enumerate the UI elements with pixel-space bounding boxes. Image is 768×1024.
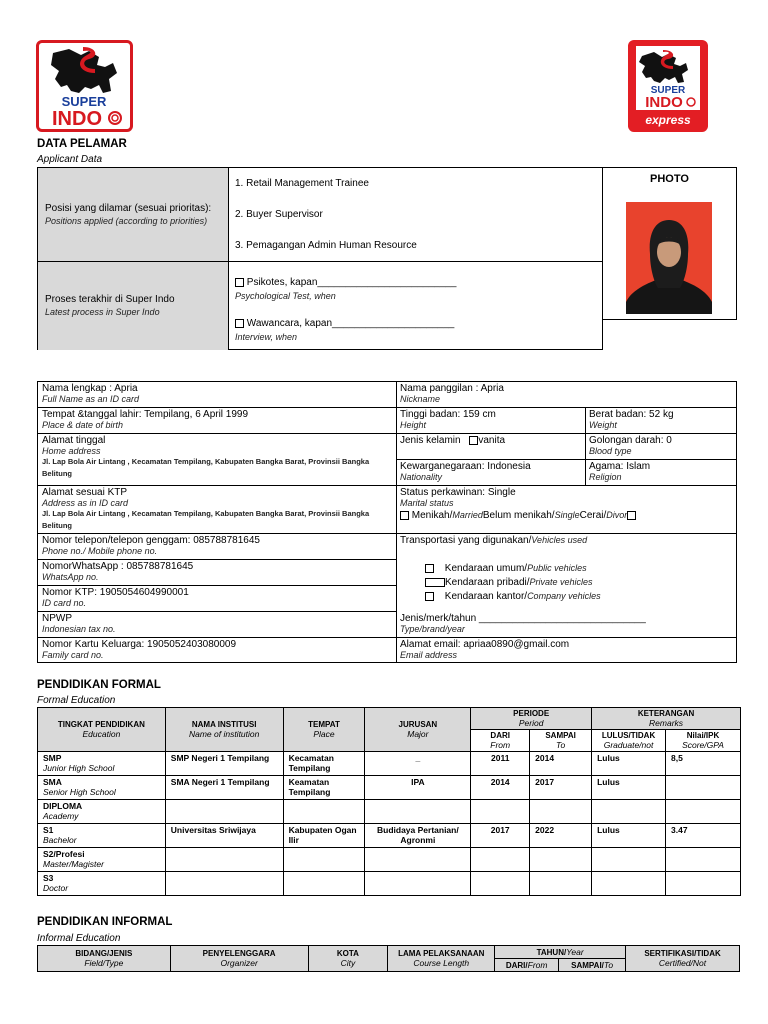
religion: Agama: Islam Religion bbox=[589, 461, 651, 482]
formal-cell-graduate bbox=[592, 872, 666, 896]
nickname: Nama panggilan : Apria Nickname bbox=[400, 383, 504, 404]
public-vehicle-checkbox[interactable] bbox=[425, 564, 434, 573]
nationality: Kewarganegaraan: Indonesia Nationality bbox=[400, 461, 531, 482]
formal-title: PENDIDIKAN FORMAL bbox=[37, 679, 161, 691]
company-vehicle-checkbox[interactable] bbox=[425, 592, 434, 601]
whatsapp: NomorWhatsApp : 085788781645 WhatsApp no. bbox=[42, 561, 194, 582]
informal-header-length: LAMA PELAKSANAAN Course Length bbox=[388, 946, 495, 972]
wawancara-checkbox[interactable] bbox=[235, 319, 244, 328]
informal-header-year: TAHUN/Year bbox=[495, 946, 626, 959]
npwp: NPWP Indonesian tax no. bbox=[42, 613, 116, 634]
email: Alamat email: apriaa0890@gmail.com Email address bbox=[400, 639, 570, 660]
height: Tinggi badan: 159 cm Height bbox=[400, 409, 496, 430]
psikotes-option[interactable]: Psikotes, kapan_________________________ bbox=[235, 277, 456, 288]
formal-cell-institution bbox=[165, 800, 283, 824]
formal-cell-place bbox=[283, 848, 365, 872]
informal-header-cert: SERTIFIKASI/TIDAK Certified/Not bbox=[626, 946, 740, 972]
formal-cell-major: _ bbox=[365, 752, 471, 776]
formal-cell-level: SMP Junior High School bbox=[38, 752, 166, 776]
wawancara-option[interactable]: Wawancara, kapan______________________ bbox=[235, 318, 454, 329]
family-card: Nomor Kartu Keluarga: 1905052403080009 Family card no. bbox=[42, 639, 237, 660]
formal-cell-level: SMA Senior High School bbox=[38, 776, 166, 800]
svg-text:INDO: INDO bbox=[645, 94, 683, 111]
vehicle-type: Jenis/merk/tahun ______________________________ Type/brand/year bbox=[400, 613, 646, 634]
header-from: DARI From bbox=[471, 730, 530, 752]
lion-logo-icon bbox=[39, 43, 130, 129]
formal-cell-level: S2/Profesi Master/Magister bbox=[38, 848, 166, 872]
company-vehicle-option[interactable]: Kendaraan kantor/Company vehicles bbox=[421, 590, 605, 603]
svg-text:INDO: INDO bbox=[52, 108, 102, 129]
applicant-subtitle: Applicant Data bbox=[37, 154, 103, 165]
married-checkbox[interactable] bbox=[400, 511, 409, 520]
formal-row bbox=[38, 824, 741, 848]
formal-cell-from bbox=[471, 872, 530, 896]
private-vehicle-option[interactable]: Kendaraan pribadi/Private vehicles bbox=[421, 576, 597, 589]
header-level: TINGKAT PENDIDIKAN Education bbox=[38, 708, 166, 752]
formal-cell-institution bbox=[165, 848, 283, 872]
birth: Tempat &tanggal lahir: Tempilang, 6 April 1999 Place & date of birth bbox=[42, 409, 249, 430]
process-label-en: Latest process in Super Indo bbox=[45, 307, 160, 317]
formal-cell-to bbox=[530, 872, 592, 896]
formal-cell-to: 2022 bbox=[530, 824, 592, 848]
informal-header-from: DARI/From bbox=[495, 959, 559, 972]
super-indo-express-logo bbox=[628, 40, 708, 132]
header-graduate: LULUS/TIDAK Graduate/not bbox=[592, 730, 666, 752]
positions-label-en: Positions applied (according to priorities) bbox=[45, 216, 208, 226]
process-label: Proses terakhir di Super Indo bbox=[45, 294, 175, 305]
formal-cell-place bbox=[283, 800, 365, 824]
formal-subtitle: Formal Education bbox=[37, 695, 116, 706]
header-score: Nilai/IPK Score/GPA bbox=[666, 730, 741, 752]
formal-row bbox=[38, 800, 741, 824]
psikotes-en: Psychological Test, when bbox=[235, 291, 336, 301]
formal-cell-institution: Universitas Sriwijaya bbox=[165, 824, 283, 848]
formal-cell-from: 2011 bbox=[471, 752, 530, 776]
formal-cell-institution: SMA Negeri 1 Tempilang bbox=[165, 776, 283, 800]
formal-cell-place bbox=[283, 872, 365, 896]
applicant-title: DATA PELAMAR bbox=[37, 138, 127, 150]
ktp-address: Alamat sesuai KTP Address as in ID card Jl. Lap Bola Air Lintang , Kecamatan Tempilang, Kabupaten Bangka Barat, Provinsii Bangka Belitung bbox=[42, 487, 370, 530]
formal-cell-graduate bbox=[592, 800, 666, 824]
formal-row bbox=[38, 776, 741, 800]
svg-text:SUPER: SUPER bbox=[61, 94, 107, 109]
formal-cell-place: Kecamatan Tempilang bbox=[283, 752, 365, 776]
super-indo-logo bbox=[36, 40, 133, 132]
formal-cell-institution: SMP Negeri 1 Tempilang bbox=[165, 752, 283, 776]
formal-cell-from: 2017 bbox=[471, 824, 530, 848]
marital-status: Status perkawinan: Single Marital status Menikah/MarriedBelum menikah/SingleCerai/Divor bbox=[396, 486, 736, 522]
header-place: TEMPAT Place bbox=[283, 708, 365, 752]
formal-cell-major bbox=[365, 848, 471, 872]
formal-cell-score: 8,5 bbox=[666, 752, 741, 776]
home-address: Alamat tinggal Home address Jl. Lap Bola Air Lintang , Kecamatan Tempilang, Kabupaten Bangka Barat, Provinsii Bangka Belitung bbox=[42, 435, 370, 478]
formal-cell-score bbox=[666, 872, 741, 896]
informal-header-field: BIDANG/JENIS Field/Type bbox=[38, 946, 171, 972]
transport-label: Transportasi yang digunakan/Vehicles used bbox=[400, 535, 588, 546]
divorced-checkbox[interactable] bbox=[627, 511, 636, 520]
formal-cell-graduate: Lulus bbox=[592, 776, 666, 800]
formal-education-table bbox=[37, 707, 741, 896]
applicant-table bbox=[37, 167, 603, 350]
formal-cell-institution bbox=[165, 872, 283, 896]
formal-cell-level: DIPLOMA Academy bbox=[38, 800, 166, 824]
lion-express-logo-icon bbox=[628, 40, 708, 132]
formal-cell-major bbox=[365, 872, 471, 896]
ktp-number: Nomor KTP: 1905054604990001 ID card no. bbox=[42, 587, 189, 608]
formal-cell-to bbox=[530, 848, 592, 872]
gender: Jenis kelamin vanita bbox=[400, 435, 506, 446]
position-3: 3. Pemagangan Admin Human Resource bbox=[235, 240, 417, 251]
formal-cell-place: Kabupaten Ogan Ilir bbox=[283, 824, 365, 848]
full-name: Nama lengkap : Apria Full Name as an ID card bbox=[42, 383, 140, 404]
phone: Nomor telepon/telepon genggam: 085788781645 Phone no./ Mobile phone no. bbox=[42, 535, 260, 556]
applicant-photo bbox=[626, 202, 712, 314]
header-major: JURUSAN Major bbox=[365, 708, 471, 752]
formal-cell-to bbox=[530, 800, 592, 824]
public-vehicle-option[interactable]: Kendaraan umum/Public vehicles bbox=[421, 562, 591, 575]
positions-label: Posisi yang dilamar (sesuai prioritas): bbox=[45, 203, 212, 214]
formal-cell-graduate bbox=[592, 848, 666, 872]
formal-cell-level: S3 Doctor bbox=[38, 872, 166, 896]
formal-cell-graduate: Lulus bbox=[592, 824, 666, 848]
psikotes-checkbox[interactable] bbox=[235, 278, 244, 287]
formal-row bbox=[38, 752, 741, 776]
formal-cell-score: 3.47 bbox=[666, 824, 741, 848]
photo-label: PHOTO bbox=[650, 173, 689, 185]
positions-label-cell bbox=[38, 168, 229, 262]
informal-education-table bbox=[37, 945, 740, 972]
wawancara-en: Interview, when bbox=[235, 332, 298, 342]
header-institution: NAMA INSTITUSI Name of institution bbox=[165, 708, 283, 752]
informal-header-organizer: PENYELENGGARA Organizer bbox=[170, 946, 308, 972]
private-vehicle-checkbox[interactable] bbox=[425, 578, 445, 587]
svg-text:express: express bbox=[645, 113, 691, 127]
formal-cell-graduate: Lulus bbox=[592, 752, 666, 776]
process-label-cell bbox=[38, 262, 229, 350]
formal-cell-from: 2014 bbox=[471, 776, 530, 800]
informal-title: PENDIDIKAN INFORMAL bbox=[37, 916, 173, 928]
informal-header-city: KOTA City bbox=[308, 946, 388, 972]
formal-cell-from bbox=[471, 848, 530, 872]
formal-cell-level: S1 Bachelor bbox=[38, 824, 166, 848]
formal-cell-score bbox=[666, 776, 741, 800]
informal-header-to: SAMPAI/To bbox=[559, 959, 626, 972]
header-period: PERIODE Period bbox=[471, 708, 592, 730]
formal-cell-score bbox=[666, 848, 741, 872]
personal-data-grid bbox=[37, 381, 737, 663]
formal-cell-to: 2014 bbox=[530, 752, 592, 776]
header-to: SAMPAI To bbox=[530, 730, 592, 752]
formal-cell-from bbox=[471, 800, 530, 824]
formal-row bbox=[38, 848, 741, 872]
formal-cell-major: IPA bbox=[365, 776, 471, 800]
formal-cell-to: 2017 bbox=[530, 776, 592, 800]
header-remarks: KETERANGAN Remarks bbox=[592, 708, 741, 730]
svg-text:SUPER: SUPER bbox=[650, 85, 686, 96]
informal-subtitle: Informal Education bbox=[37, 933, 121, 944]
blood-type: Golongan darah: 0 Blood type bbox=[589, 435, 672, 456]
position-1: 1. Retail Management Trainee bbox=[235, 178, 369, 189]
photo-box bbox=[603, 167, 737, 320]
formal-row bbox=[38, 872, 741, 896]
weight: Berat badan: 52 kg Weight bbox=[589, 409, 674, 430]
formal-cell-place: Keamatan Tempilang bbox=[283, 776, 365, 800]
position-2: 2. Buyer Supervisor bbox=[235, 209, 323, 220]
formal-cell-major: Budidaya Pertanian/ Agronmi bbox=[365, 824, 471, 848]
formal-cell-score bbox=[666, 800, 741, 824]
formal-cell-major bbox=[365, 800, 471, 824]
